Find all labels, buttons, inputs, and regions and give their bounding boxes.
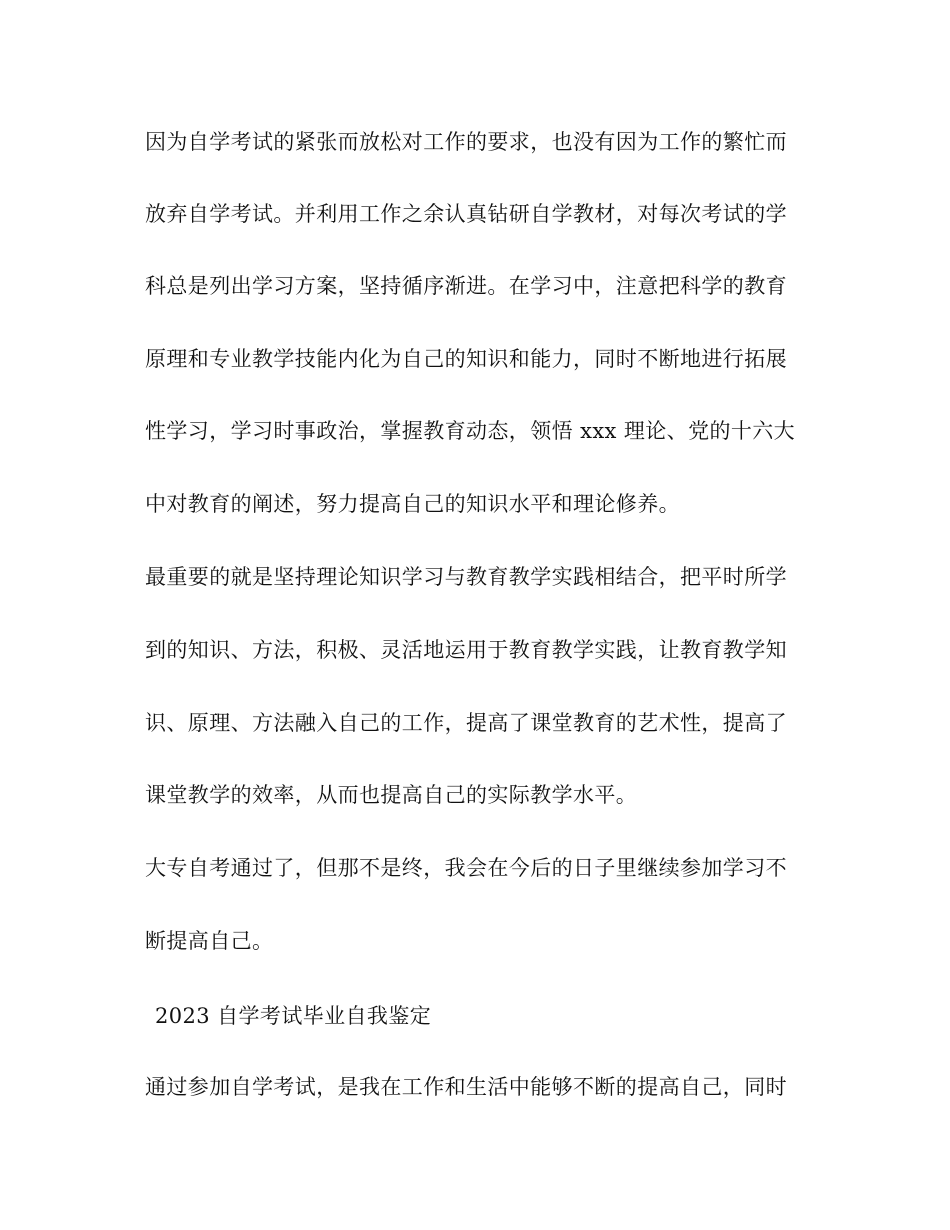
- body-text-line: 最重要的就是坚持理论知识学习与教育教学实践相结合，把平时所学: [145, 565, 787, 589]
- body-text-line: 放弃自学考试。并利用工作之余认真钻研自学教材，对每次考试的学: [145, 202, 787, 226]
- body-text-line: 通过参加自学考试，是我在工作和生活中能够不断的提高自己，同时: [145, 1075, 787, 1099]
- body-text-line: 大专自考通过了，但那不是终，我会在今后的日子里继续参加学习不: [145, 856, 787, 880]
- body-text-line: 断提高自己。: [145, 929, 274, 953]
- body-text-line: 识、原理、方法融入自己的工作，提高了课堂教育的艺术性，提高了: [145, 711, 787, 735]
- body-text-line: 课堂教学的效率，从而也提高自己的实际教学水平。: [145, 783, 638, 807]
- body-text-line: 中对教育的阐述，努力提高自己的知识水平和理论修养。: [145, 492, 680, 516]
- body-text-line: 因为自学考试的紧张而放松对工作的要求，也没有因为工作的繁忙而: [145, 130, 787, 154]
- body-text-line: 原理和专业教学技能内化为自己的知识和能力，同时不断地进行拓展: [145, 347, 787, 371]
- body-text-line: 科总是列出学习方案，坚持循序渐进。在学习中，注意把科学的教育: [145, 274, 787, 298]
- section-title: 2023 自学考试毕业自我鉴定: [155, 1004, 432, 1028]
- body-text-line: 性学习，学习时事政治，掌握教育动态，领悟 xxx 理论、党的十六大: [145, 419, 796, 443]
- body-text-line: 到的知识、方法，积极、灵活地运用于教育教学实践，让教育教学知: [145, 638, 787, 662]
